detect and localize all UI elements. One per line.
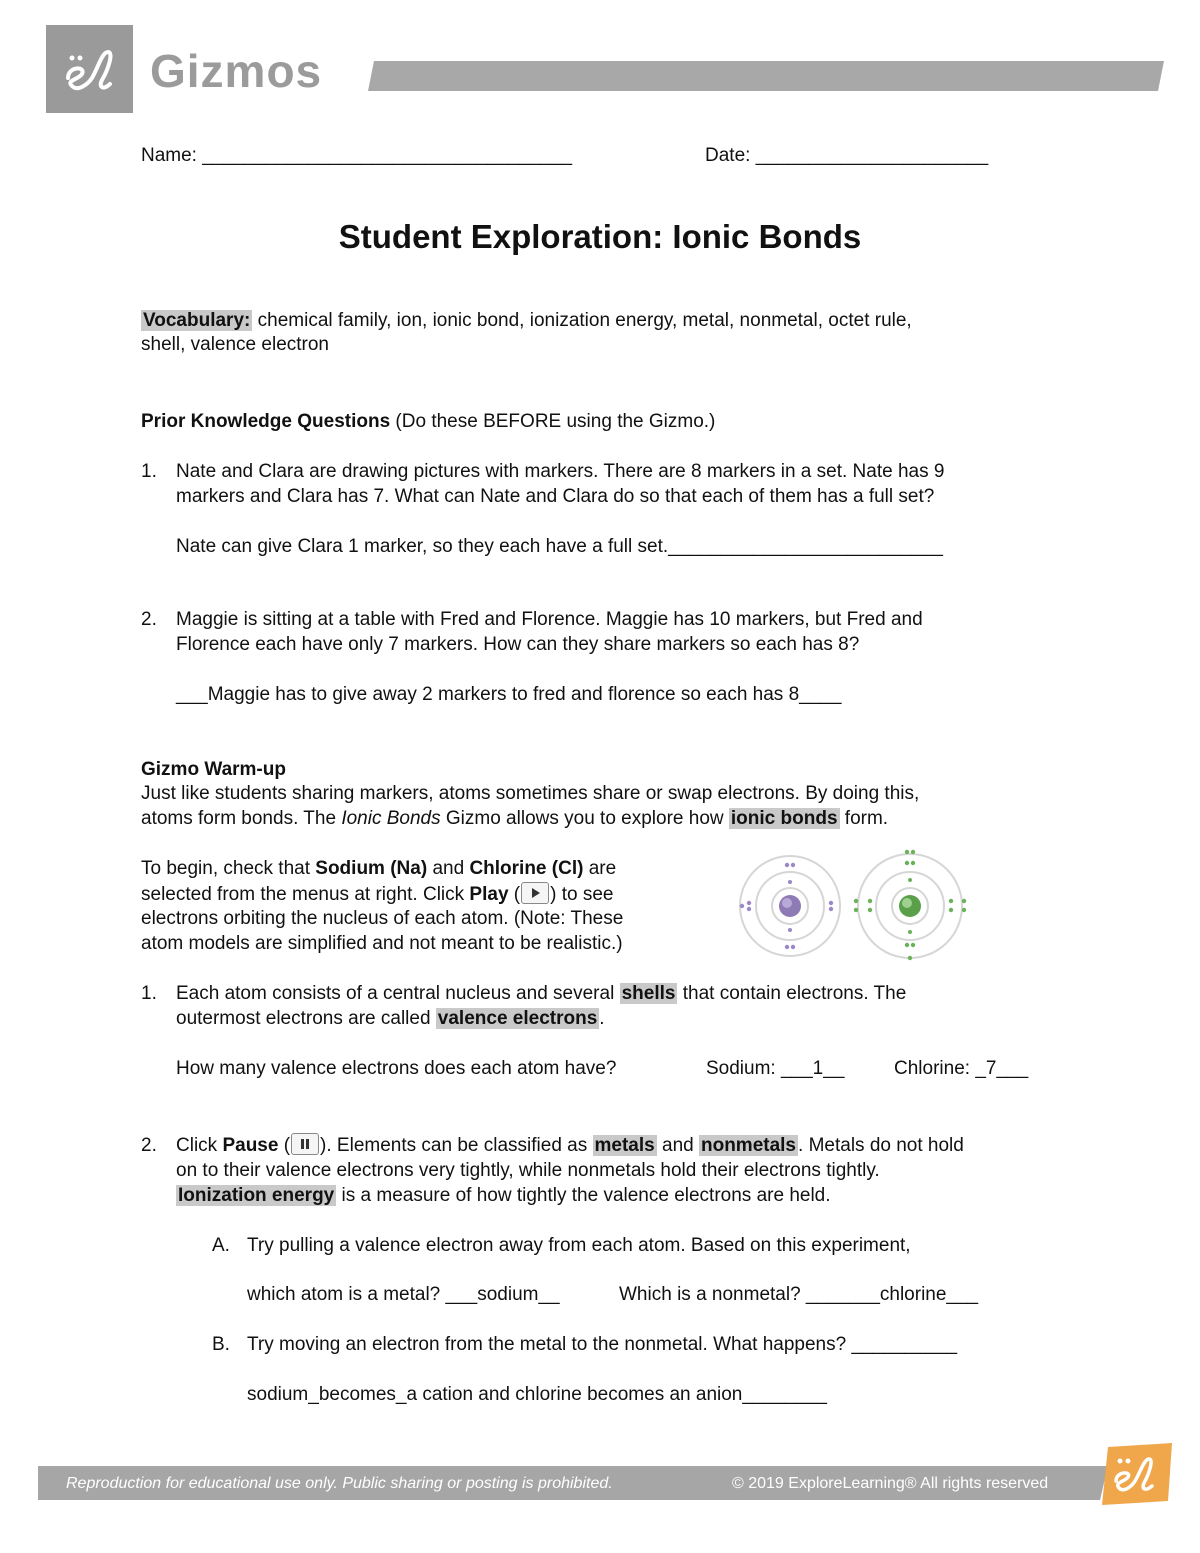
answer-field[interactable]: Nate can give Clara 1 marker, so they each have a full set.__________________________ [176, 536, 943, 557]
brand-name: Gizmos [150, 45, 323, 97]
text-span: and [427, 858, 470, 879]
question-number: 1. [141, 461, 157, 482]
question-text [176, 1133, 964, 1158]
instruction-text [141, 882, 614, 907]
question-text: Florence each have only 7 markers. How can they share markers so each has 8? [176, 634, 860, 655]
question-text: on to their valence electrons very tightly, while nonmetals hold their electrons tightly. [176, 1160, 880, 1181]
text-span: ( [508, 884, 521, 905]
text-span: ( [278, 1135, 291, 1156]
text-span: are [583, 858, 617, 879]
question-text: How many valence electrons does each atom have? [176, 1058, 617, 1079]
vocabulary-line-2: shell, valence electron [141, 334, 329, 355]
vocab-term-ionic-bonds: ionic bonds [730, 808, 838, 829]
chlorine-label: Chlorine (Cl) [469, 858, 584, 879]
warmup-heading: Gizmo Warm-up [141, 759, 286, 780]
sodium-label: Sodium (Na) [315, 858, 428, 879]
question-number: 1. [141, 983, 157, 1004]
vocabulary-line-1 [141, 308, 912, 333]
vocabulary-label: Vocabulary: [143, 310, 251, 331]
vocab-term-ionization-energy: Ionization energy [178, 1185, 335, 1206]
vocabulary-terms-1: chemical family, ion, ionic bond, ionization energy, metal, nonmetal, octet rule, [252, 310, 912, 331]
text-span: ). Elements can be classified as [320, 1135, 593, 1156]
vocab-term-valence-electrons: valence electrons [437, 1008, 598, 1029]
pause-icon [291, 1133, 319, 1155]
vocab-term-nonmetals: nonmetals [700, 1135, 797, 1156]
vocab-term-shells: shells [621, 983, 676, 1004]
instruction-text: electrons orbiting the nucleus of each atom. (Note: These [141, 908, 624, 929]
prior-knowledge-heading [141, 409, 715, 434]
question-text: Maggie is sitting at a table with Fred and Florence. Maggie has 10 markers, but Fred and [176, 609, 923, 630]
instruction-text [141, 856, 616, 881]
warmup-text [141, 806, 888, 831]
text-span: that contain electrons. The [677, 983, 907, 1004]
text-span: . [599, 1008, 605, 1029]
prior-knowledge-note: (Do these BEFORE using the Gizmo.) [390, 411, 716, 432]
play-label: Play [469, 884, 509, 905]
text-span: outermost electrons are called [176, 1008, 436, 1029]
atom-models-image [732, 846, 972, 964]
question-text [176, 1006, 605, 1031]
pause-label: Pause [222, 1135, 279, 1156]
explorelearning-logo-icon [58, 44, 122, 94]
text-span: To begin, check that [141, 858, 316, 879]
footer-copyright: © 2019 ExploreLearning® All rights reserved [732, 1475, 1049, 1492]
header-bar [368, 61, 1164, 91]
text-span: selected from the menus at right. Click [141, 884, 470, 905]
page-title: Student Exploration: Ionic Bonds [338, 218, 862, 255]
text-span: Each atom consists of a central nucleus and several [176, 983, 620, 1004]
warmup-text: Just like students sharing markers, atoms sometimes share or swap electrons. By doing this, [141, 783, 920, 804]
prior-knowledge-title: Prior Knowledge Questions [141, 411, 391, 432]
text-span: Click [176, 1135, 223, 1156]
answer-field[interactable]: sodium_becomes_a cation and chlorine becomes an anion________ [247, 1384, 827, 1405]
sub-question-label: B. [212, 1334, 230, 1355]
sub-question-text: Try pulling a valence electron away from each atom. Based on this experiment, [247, 1235, 911, 1256]
text-span: and [656, 1135, 699, 1156]
question-number: 2. [141, 1135, 157, 1156]
text-span: atoms form bonds. The [141, 808, 342, 829]
text-span: form. [839, 808, 889, 829]
text-span: . Metals do not hold [798, 1135, 964, 1156]
text-span: is a measure of how tightly the valence electrons are held. [336, 1185, 831, 1206]
chlorine-answer-field[interactable]: Chlorine: _7___ [894, 1058, 1029, 1079]
question-number: 2. [141, 609, 157, 630]
vocab-term-metals: metals [594, 1135, 655, 1156]
date-field[interactable]: Date: ______________________ [705, 145, 989, 166]
sub-question-label: A. [212, 1235, 230, 1256]
footer-disclaimer: Reproduction for educational use only. Public sharing or posting is prohibited. [66, 1475, 613, 1492]
metal-answer-field[interactable]: which atom is a metal? ___sodium__ [247, 1284, 560, 1305]
question-text [176, 981, 906, 1006]
gizmo-name: Ionic Bonds [341, 808, 441, 829]
question-text [176, 1183, 831, 1208]
play-icon [521, 882, 549, 904]
question-text: markers and Clara has 7. What can Nate and Clara do so that each of them has a full set? [176, 486, 935, 507]
name-field[interactable]: Name: ___________________________________ [141, 145, 573, 166]
sodium-answer-field[interactable]: Sodium: ___1__ [706, 1058, 845, 1079]
explorelearning-footer-logo-icon [1098, 1443, 1176, 1505]
text-span: ) to see [550, 884, 614, 905]
answer-field[interactable]: ___Maggie has to give away 2 markers to fred and florence so each has 8____ [176, 684, 842, 705]
sub-question-text: Try moving an electron from the metal to the nonmetal. What happens? __________ [247, 1334, 958, 1355]
question-text: Nate and Clara are drawing pictures with markers. There are 8 markers in a set. Nate has 9 [176, 461, 945, 482]
nonmetal-answer-field[interactable]: Which is a nonmetal? _______chlorine___ [619, 1284, 979, 1305]
instruction-text: atom models are simplified and not meant to be realistic.) [141, 933, 623, 954]
text-span: Gizmo allows you to explore how [440, 808, 729, 829]
